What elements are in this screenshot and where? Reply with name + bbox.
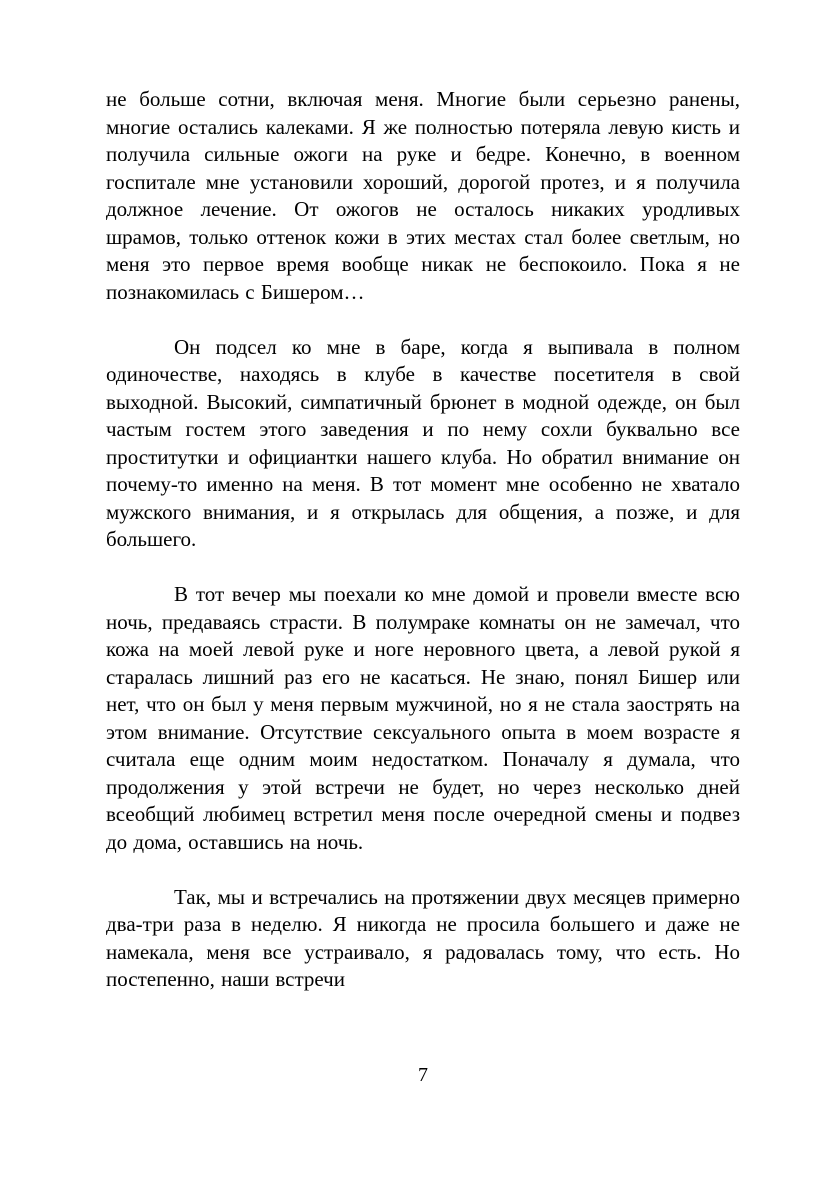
paragraph-4: Так, мы и встречались на протяжении двух месяцев примерно два-три раза в неделю. Я никогда не просила большего и даже не намекала, меня все устраивало, я радовалась тому, что есть. Но постепенно, наши встречи (106, 884, 740, 991)
page-number: 7 (418, 1064, 428, 1086)
paragraph-2: Он подсел ко мне в баре, когда я выпивала в полном одиночестве, находясь в клубе в качестве посетителя в свой выходной. Высокий, симпатичный брюнет в модной одежде, он был частым гостем этого заведения и по нему сохли буквально все проститутки и официантки нашего клуба. Но обратил внимание он почему-то именно на меня. В тот момент мне особенно не хватало мужского внимания, и я открылась для общения, а позже, и для большего. (106, 334, 740, 551)
paragraph-3: В тот вечер мы поехали ко мне домой и провели вместе всю ночь, предаваясь страсти. В полумраке комнаты он не замечал, что кожа на моей левой руке и ноге неровного цвета, а левой рукой я старалась лишний раз его не касаться. Не знаю, понял Бишер или нет, что он был у меня первым мужчиной, но я не стала заострять на этом внимание. Отсутствие сексуального опыта в моем возрасте я считала еще одним моим недостатком. Поначалу я думала, что продолжения у этой встречи не будет, но через несколько дней всеобщий любимец встретил меня после очередной смены и подвез до дома, оставшись на ночь. (106, 582, 740, 854)
paragraph-1: не больше сотни, включая меня. Многие были серьезно ранены, многие остались калеками. Я же полностью потеряла левую кисть и получила сильные ожоги на руке и бедре. Конечно, в военном госпитале мне установили хороший, дорогой протез, и я получила должное лечение. От ожогов не осталось никаких уродливых шрамов, только оттенок кожи в этих местах стал более светлым, но меня это первое время вообще никак не беспокоило. Пока я не познакомилась с Бишером… (106, 87, 740, 304)
page-text (106, 86, 740, 994)
